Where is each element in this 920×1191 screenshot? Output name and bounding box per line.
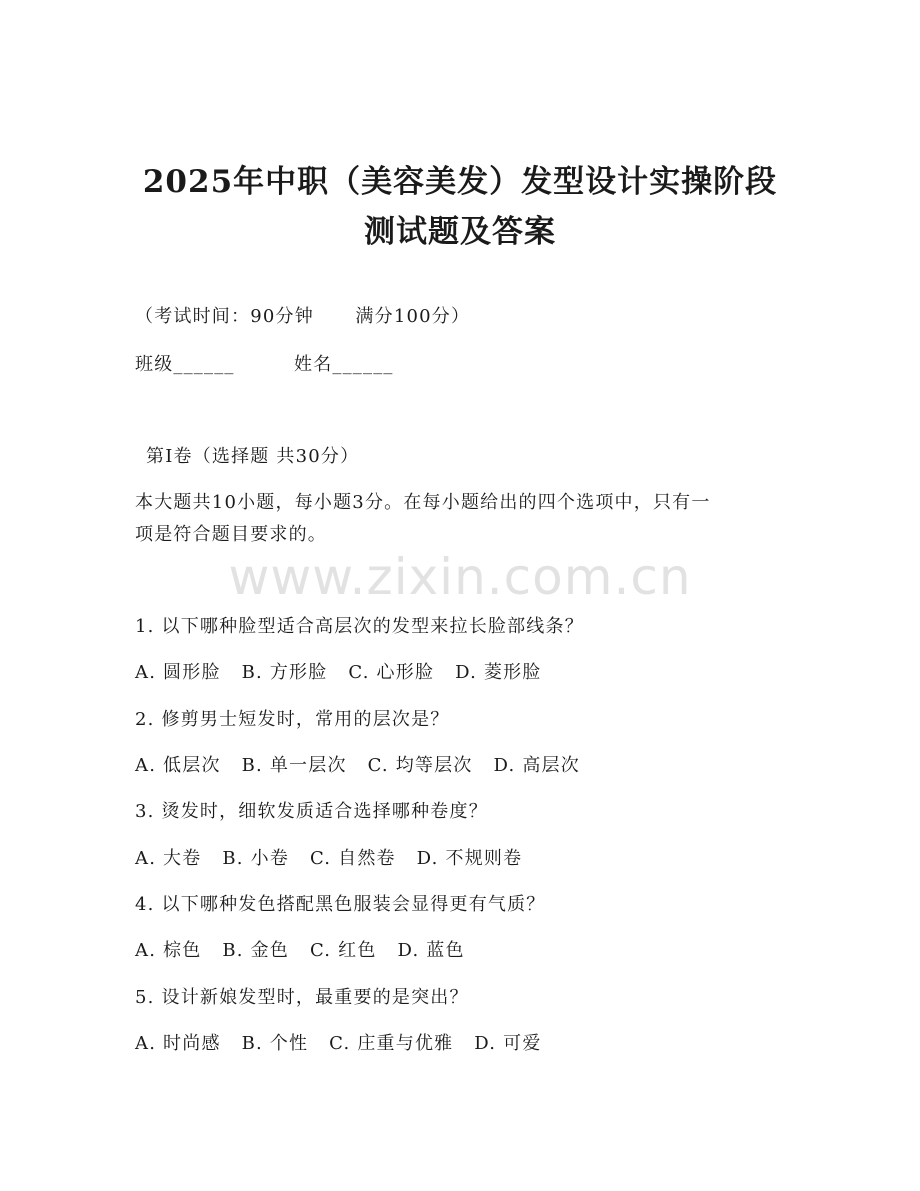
option-b: B. 个性	[241, 1033, 309, 1054]
name-field-label: 姓名______	[294, 354, 394, 375]
question-1-options	[135, 658, 556, 684]
question-5-options	[135, 1029, 556, 1055]
question-3-options	[135, 844, 536, 870]
option-c: C. 红色	[309, 940, 377, 961]
watermark: www.zixin.com.cn	[228, 548, 692, 606]
question-3-text: 3. 烫发时，细软发质适合选择哪种卷度？	[135, 801, 488, 822]
option-b: B. 金色	[222, 940, 290, 961]
question-5-text: 5. 设计新娘发型时，最重要的是突出？	[135, 987, 469, 1008]
option-d: D. 菱形脸	[455, 662, 542, 683]
question-2-text: 2. 修剪男士短发时，常用的层次是？	[135, 709, 450, 730]
option-a: A. 时尚感	[135, 1033, 221, 1054]
option-d: D. 不规则卷	[416, 848, 523, 869]
option-d: D. 蓝色	[397, 940, 465, 961]
option-d: D. 可爱	[474, 1033, 542, 1054]
section-title: 第Ⅰ卷（选择题 共30分）	[146, 446, 360, 467]
question-2-options	[135, 751, 594, 777]
option-b: B. 方形脸	[241, 662, 328, 683]
option-a: A. 圆形脸	[135, 662, 221, 683]
option-a: A. 低层次	[135, 755, 221, 776]
instructions-line1: 本大题共10小题，每小题3分。在每小题给出的四个选项中，只有一	[135, 492, 711, 513]
instructions-line2: 项是符合题目要求的。	[135, 524, 327, 545]
question-4-text: 4. 以下哪种发色搭配黑色服装会显得更有气质？	[135, 894, 546, 915]
class-field-label: 班级______	[135, 354, 235, 375]
option-c: C. 自然卷	[309, 848, 396, 869]
document-title-line1: 2025年中职（美容美发）发型设计实操阶段	[142, 164, 778, 200]
option-c: C. 均等层次	[367, 755, 473, 776]
question-4-options	[135, 936, 479, 962]
option-a: A. 棕色	[135, 940, 202, 961]
option-b: B. 单一层次	[241, 755, 347, 776]
exam-info: （考试时间：90分钟 满分100分）	[135, 306, 471, 327]
question-1-text: 1. 以下哪种脸型适合高层次的发型来拉长脸部线条？	[135, 616, 584, 637]
option-b: B. 小卷	[222, 848, 290, 869]
option-d: D. 高层次	[493, 755, 580, 776]
option-c: C. 心形脸	[348, 662, 435, 683]
option-c: C. 庄重与优雅	[329, 1033, 454, 1054]
document-title-line2: 测试题及答案	[364, 214, 556, 250]
option-a: A. 大卷	[135, 848, 202, 869]
